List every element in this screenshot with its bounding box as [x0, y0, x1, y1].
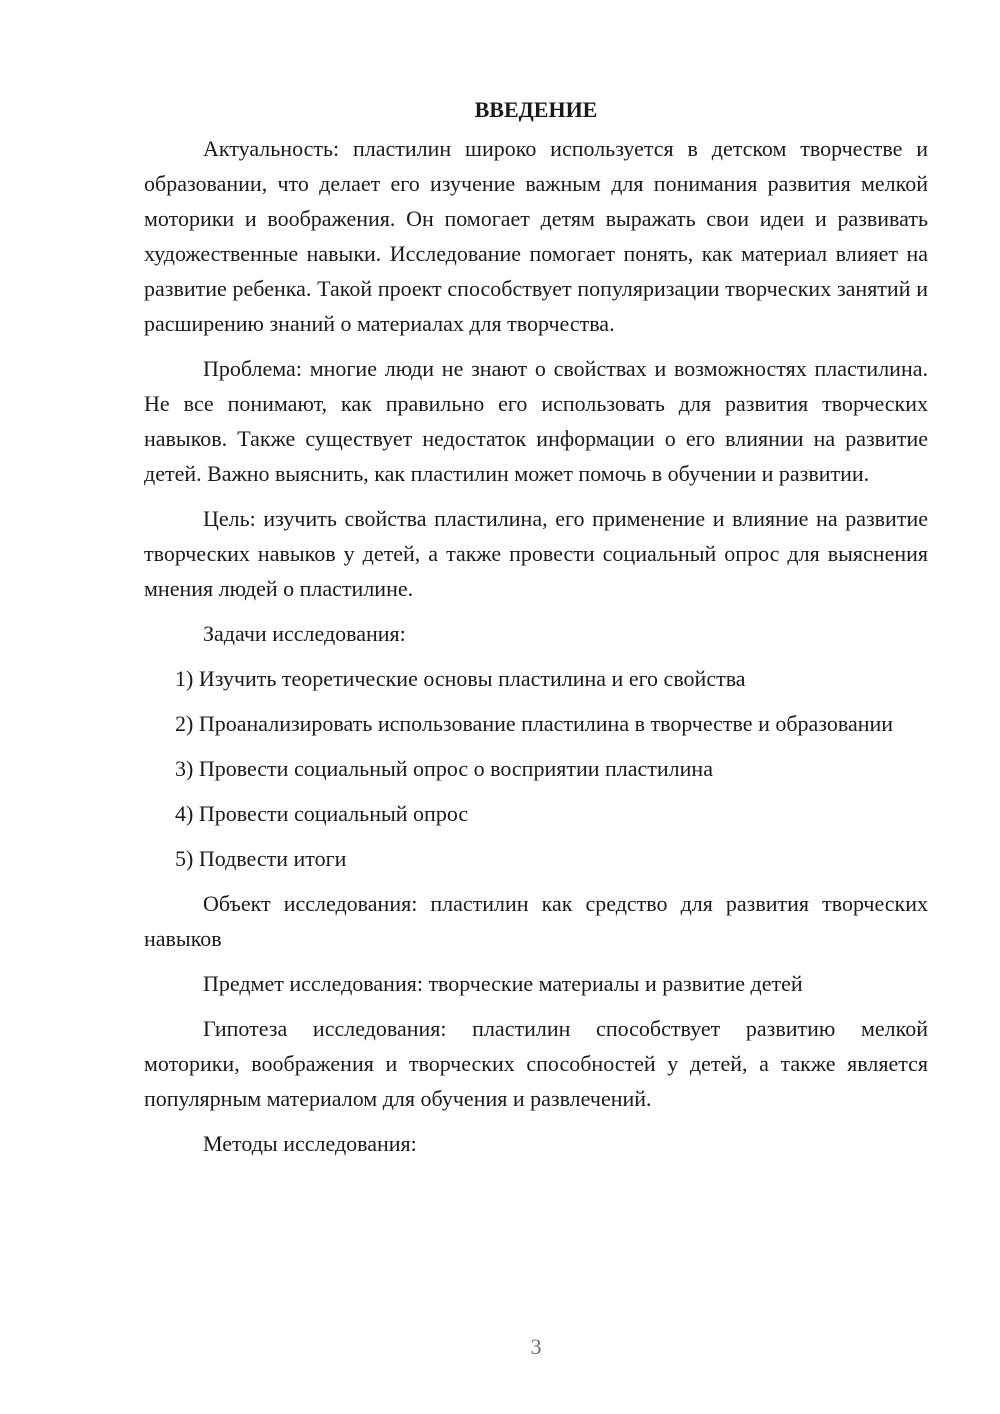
- task-item-1: 1) Изучить теоретические основы пластилина и его свойства: [175, 666, 746, 691]
- subject-paragraph: Предмет исследования: творческие материалы и развитие детей: [203, 971, 803, 996]
- task-item-2: 2) Проанализировать использование пластилина в творчестве и образовании: [175, 711, 894, 736]
- object-paragraph: Объект исследования: пластилин как средство для развития творческих навыков: [144, 891, 928, 951]
- section-title: ВВЕДЕНИЕ: [474, 97, 598, 122]
- document-page: [144, 92, 928, 1171]
- goal-paragraph: Цель: изучить свойства пластилина, его применение и влияние на развитие творческих навыков у детей, а также провести социальный опрос для выяснения мнения людей о пластилине.: [144, 506, 928, 601]
- relevance-paragraph: Актуальность: пластилин широко используется в детском творчестве и образовании, что делает его изучение важным для понимания развития мелкой моторики и воображения. Он помогает детям выражать свои идеи и развивать художественные навыки. Исследование помогает понять, как материал влияет на развитие ребенка. Такой проект способствует популяризации творческих занятий и расширению знаний о материалах для творчества.: [144, 136, 928, 336]
- methods-heading: Методы исследования:: [203, 1131, 417, 1156]
- task-item-5: 5) Подвести итоги: [175, 846, 347, 871]
- hypothesis-paragraph: Гипотеза исследования: пластилин способствует развитию мелкой моторики, воображения и творческих способностей у детей, а также является популярным материалом для обучения и развлечений.: [144, 1016, 928, 1111]
- task-item-4: 4) Провести социальный опрос: [175, 801, 469, 826]
- tasks-heading: Задачи исследования:: [203, 621, 406, 646]
- page-number: 3: [530, 1334, 542, 1359]
- problem-paragraph: Проблема: многие люди не знают о свойствах и возможностях пластилина. Не все понимают, как правильно его использовать для развития творческих навыков. Также существует недостаток информации о его влиянии на развитие детей. Важно выяснить, как пластилин может помочь в обучении и развитии.: [144, 356, 928, 486]
- task-item-3: 3) Провести социальный опрос о восприятии пластилина: [175, 756, 713, 781]
